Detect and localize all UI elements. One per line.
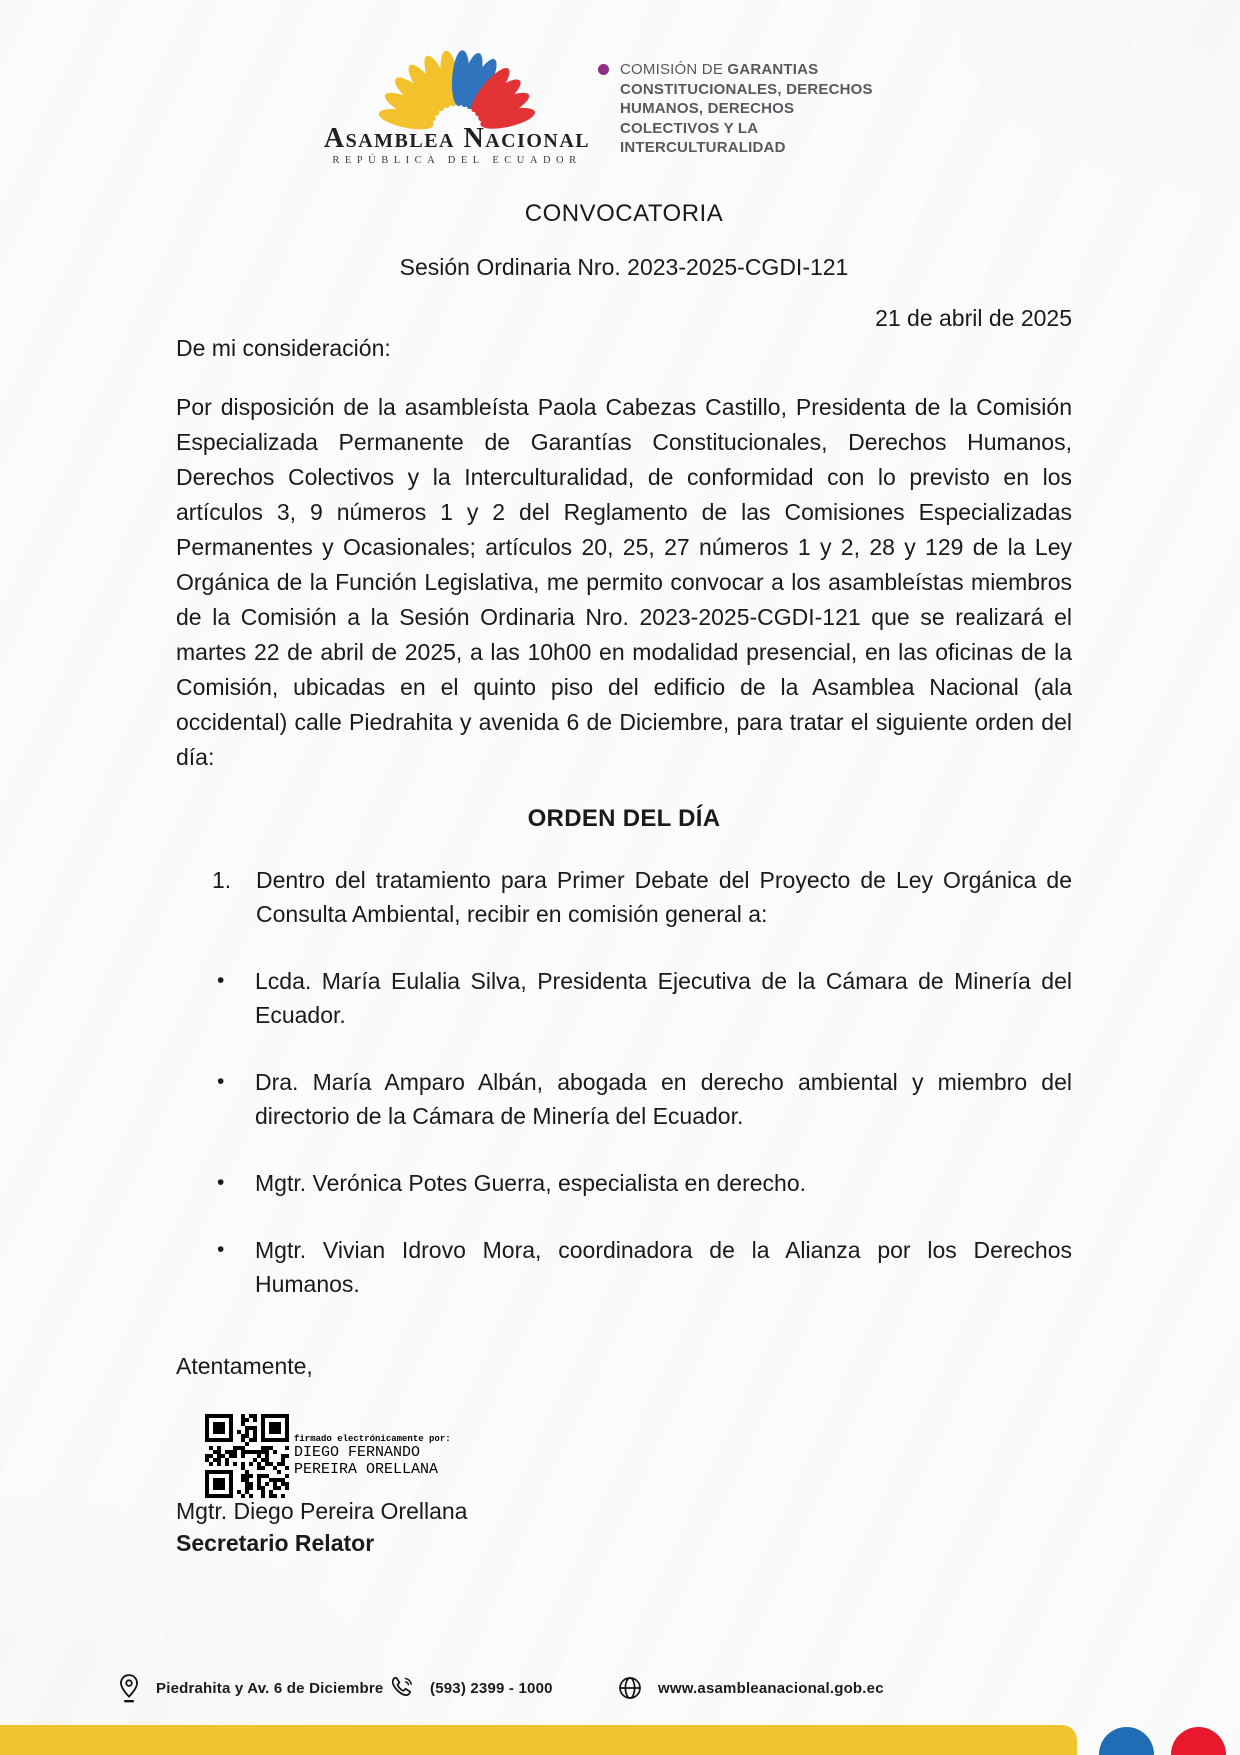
letter-date: 21 de abril de 2025 — [875, 305, 1072, 331]
bullet-icon: • — [217, 1238, 225, 1261]
footer-phone-text: (593) 2399 - 1000 — [430, 1679, 553, 1697]
signature-stamp-text — [294, 1434, 451, 1478]
list-item — [176, 1065, 1072, 1133]
body-paragraph: Por disposición de la asambleísta Paola Cabezas Castillo, Presidenta de la Comisión Especializada Permanente de Garantías Constitucionales, Derechos Humanos, Derechos Colectivos y la Interculturalidad, de conformidad con lo previsto en los artículos 3, 9 números 1 y 2 del Reglamento de las Comisiones Especializadas Permanentes y Ocasionales; artículos 20, 25, 27 números 1 y 2, 28 y 129 de la Ley Orgánica de la Función Legislativa, me permito convocar a los asambleístas miembros de la Comisión a la Sesión Ordinaria Nro. 2023-2025-CGDI-121 que se realizará el martes 22 de abril de 2025, a las 10h00 en modalidad presencial, en las oficinas de la Comisión, ubicadas en el quinto piso del edificio de la Asamblea Nacional (ala occidental) calle Piedrahita y avenida 6 de Diciembre, para tratar el siguiente orden del día: — [176, 394, 1072, 770]
speaker-list — [176, 964, 1072, 1301]
footer-website — [616, 1666, 884, 1710]
speaker-text: Mgtr. Verónica Potes Guerra, especialista en derecho. — [255, 1170, 807, 1196]
agenda-item-text: Dentro del tratamiento para Primer Debate del Proyecto de Ley Orgánica de Consulta Ambiental, recibir en comisión general a: — [256, 867, 1072, 927]
signer-name: Mgtr. Diego Pereira Orellana — [176, 1498, 468, 1524]
speaker-text: Dra. María Amparo Albán, abogada en derecho ambiental y miembro del directorio de la Cámara de Minería del Ecuador. — [255, 1069, 1072, 1129]
feather-fan-icon — [362, 44, 552, 132]
footer-address-text: Piedrahita y Av. 6 de Diciembre — [156, 1679, 384, 1697]
qr-code — [205, 1414, 289, 1498]
signature-stamp-name-line2: PEREIRA ORELLANA — [294, 1461, 439, 1478]
closing-salutation: Atentamente, — [176, 1353, 313, 1379]
commission-name-block — [598, 44, 898, 158]
bottom-blue-halfdot — [1099, 1727, 1154, 1755]
agenda-title: ORDEN DEL DÍA — [527, 805, 721, 832]
letterhead — [0, 0, 1240, 166]
agenda-item-1 — [176, 863, 1072, 931]
bottom-red-halfdot — [1171, 1727, 1226, 1755]
logo-wordmark: Asamblea Nacional — [323, 123, 591, 154]
location-pin-icon — [116, 1673, 142, 1703]
speaker-text: Mgtr. Vivian Idrovo Mora, coordinadora de la Alianza por los Derechos Humanos. — [255, 1237, 1072, 1297]
footer-website-text: www.asambleanacional.gob.ec — [658, 1679, 884, 1697]
signature-stamp-label: firmado electrónicamente por: — [294, 1434, 451, 1444]
page-title: CONVOCATORIA — [524, 200, 724, 227]
bottom-yellow-bar — [0, 1725, 1077, 1755]
logo-subtitle: REPÚBLICA DEL ECUADOR — [332, 155, 582, 166]
phone-icon — [388, 1674, 416, 1702]
commission-name — [620, 60, 898, 158]
session-number: Sesión Ordinaria Nro. 2023-2025-CGDI-121 — [399, 254, 849, 280]
commission-bullet-icon — [598, 64, 609, 75]
globe-icon — [616, 1674, 644, 1702]
asamblea-nacional-logo — [323, 44, 591, 166]
bullet-icon: • — [217, 1171, 225, 1194]
letter-content — [0, 200, 1240, 1557]
salutation: De mi consideración: — [176, 335, 391, 361]
list-item — [176, 1233, 1072, 1301]
bullet-icon: • — [217, 969, 225, 992]
commission-bold-name: GARANTIAS CONSTITUCIONALES, DERECHOS HUMANOS, DERECHOS COLECTIVOS Y LA INTERCULTURALIDAD — [620, 61, 873, 156]
agenda-item-number: 1. — [212, 867, 232, 893]
bullet-icon: • — [217, 1070, 225, 1093]
electronic-signature — [176, 1414, 1072, 1498]
signature-stamp-name-line1: DIEGO FERNANDO — [294, 1444, 421, 1461]
speaker-text: Lcda. María Eulalia Silva, Presidenta Ejecutiva de la Cámara de Minería del Ecuador. — [255, 968, 1072, 1028]
footer-address — [116, 1666, 383, 1710]
commission-prefix: COMISIÓN DE — [620, 61, 728, 78]
list-item — [176, 964, 1072, 1032]
footer-phone — [388, 1666, 553, 1710]
list-item — [176, 1166, 1072, 1200]
signer-role: Secretario Relator — [176, 1530, 375, 1556]
